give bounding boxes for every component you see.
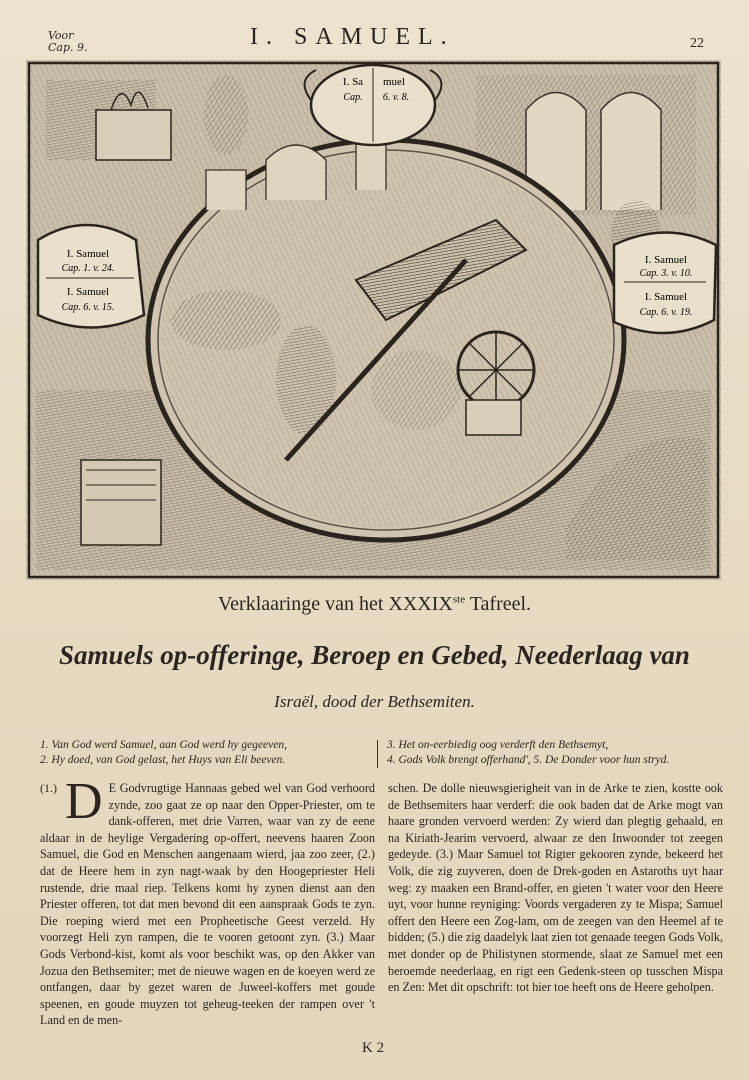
body-column-left	[40, 773, 375, 1029]
body-text-left: E Godvrugtige Hannaas gebed wel van God verhoord zynde, zoo gaat ze op naar den Opper-Priester, om te dank-offeren, met drie Varren, waar van zy de eene aldaar in de heylige Vergadering op-offert, neevens haaren Zoon Samuel, die God en Menschen aangenaam wierd, jaa zoo zeer, (2.) dat de Heere hem in zyn nagt-waak by den Hoogepriester Heli rustende, drie maal riep. Telkens komt hy zynen dienst aan den Priester offeren, tot dat men bevond dit een aanspraak Gods te zyn. Die roeping wierd met een Propheetische Geest verzeld. Hy voorzegt Heli zyn rampen, die te vooren getoont zyn. (3.) Maar Gods Verbond-kist, komt als voor beschikt was, op den Akker van Jozua den Bethsemiter; met de nieuwe wagen en de koeyen werd ze ontfangen, daar by gezet waren de Juweel-koffers met goude speenen, en goude muyzen tot geheug-teeken der rampen over 't Land en de men-	[40, 781, 375, 1028]
left-cartouche-line-3: I. Samuel	[66, 286, 110, 298]
legend-line: 4. Gods Volk brengt offerhand', 5. De Donder voor hun stryd.	[387, 754, 670, 766]
right-cartouche	[614, 233, 716, 334]
body-text-right: schen. De dolle nieuwsgierigheit van in de Arke te zien, kostte ook de Bethsemiters haar verderf: die ook baden dat de Arke mogt van haare gronden vervoerd werden: Zy wierd dan plegtig gehaald, en na Kiriath-Jearim vervoerd, alwaar ze den Inwoonder tot zeegen gedeyde. (3.) Maar Samuel tot Rigter gekooren zynde, bekeerd het Volk, die zig zuyveren, doen de Drek-goden en Astaroths uyt haar weg: zy maaken een Brand-offer, en gieten 't water voor den Heere uyt, voor hunne reyniging: Voords vergaderen zy te Mispa; Samuel offert den Heere een Zog-lam, om de zeegen van den Heemel af te bidden; (5.) die zig daadelyk laat zien tot genaade teegen Gods Volk, met donder op de Philistynen stormende, slaat ze Samuel met een beroemde neederlaag, en rigt een Gedenk-steen op tusschen Mispa en Zen: Met dit opschrift: tot hier toe heeft ons de Heere geholpen.	[388, 781, 723, 995]
header-chapter: Cap. 9.	[48, 41, 88, 54]
plate-subtitle: Israël, dood der Bethsemiten.	[274, 692, 475, 711]
legend-line: 3. Het on-eerbiedig oog verderft den Bethsemyt,	[387, 739, 609, 751]
left-cartouche	[38, 225, 144, 328]
top-cartouche-line-2: muel	[383, 76, 405, 88]
altar	[96, 110, 171, 160]
left-cartouche-line-1: I. Samuel	[66, 248, 110, 260]
section-marker: (1.)	[40, 781, 57, 795]
right-cartouche-line-1: I. Samuel	[644, 254, 688, 266]
legend-line: 1. Van God werd Samuel, aan God werd hy gegeeven,	[40, 739, 287, 751]
drop-capital: D	[65, 773, 103, 830]
verse-legend-left	[40, 738, 380, 768]
left-cartouche-line-2: Cap. 1. v. 24.	[61, 263, 115, 274]
left-cartouche-line-4: Cap. 6. v. 15.	[61, 302, 115, 313]
top-cartouche-line-1: I. Sa	[342, 76, 364, 88]
legend-divider	[377, 740, 378, 768]
brazier	[81, 460, 161, 545]
plate-heading-end: Tafreel.	[465, 593, 532, 615]
plate-title: Samuels op-offeringe, Beroep en Gebed, Neederlaag van	[59, 640, 690, 670]
top-cartouche-line-4: 6. v. 8.	[382, 92, 410, 103]
engraving-illustration	[26, 60, 721, 580]
right-cartouche-line-2: Cap. 3. v. 10.	[639, 268, 693, 279]
top-cartouche-line-3: Cap.	[343, 92, 363, 103]
page-number: 22	[690, 36, 704, 51]
running-title: I. SAMUEL.	[250, 24, 455, 50]
priest-figure	[204, 75, 248, 155]
bethshemite-figure	[276, 325, 336, 435]
kneeling-figure	[371, 350, 461, 430]
header-reference	[48, 30, 88, 54]
plate-heading	[0, 593, 749, 616]
jewel-coffer	[466, 400, 521, 435]
oxen	[171, 290, 281, 350]
verse-legend-right	[387, 738, 727, 768]
plate-heading-superscript: ste	[452, 593, 466, 606]
body-column-right	[388, 780, 723, 996]
legend-line: 2. Hy doed, van God gelast, het Huys van Eli beeven.	[40, 754, 286, 766]
right-cartouche-line-4: Cap. 6. v. 19.	[639, 307, 693, 318]
right-cartouche-line-3: I. Samuel	[644, 291, 688, 303]
header-voor: Voor	[48, 29, 74, 42]
plate-heading-main: Verklaaringe van het XXXIX	[217, 593, 453, 615]
engraving-plate	[26, 60, 721, 580]
signature-mark: K 2	[362, 1040, 385, 1056]
